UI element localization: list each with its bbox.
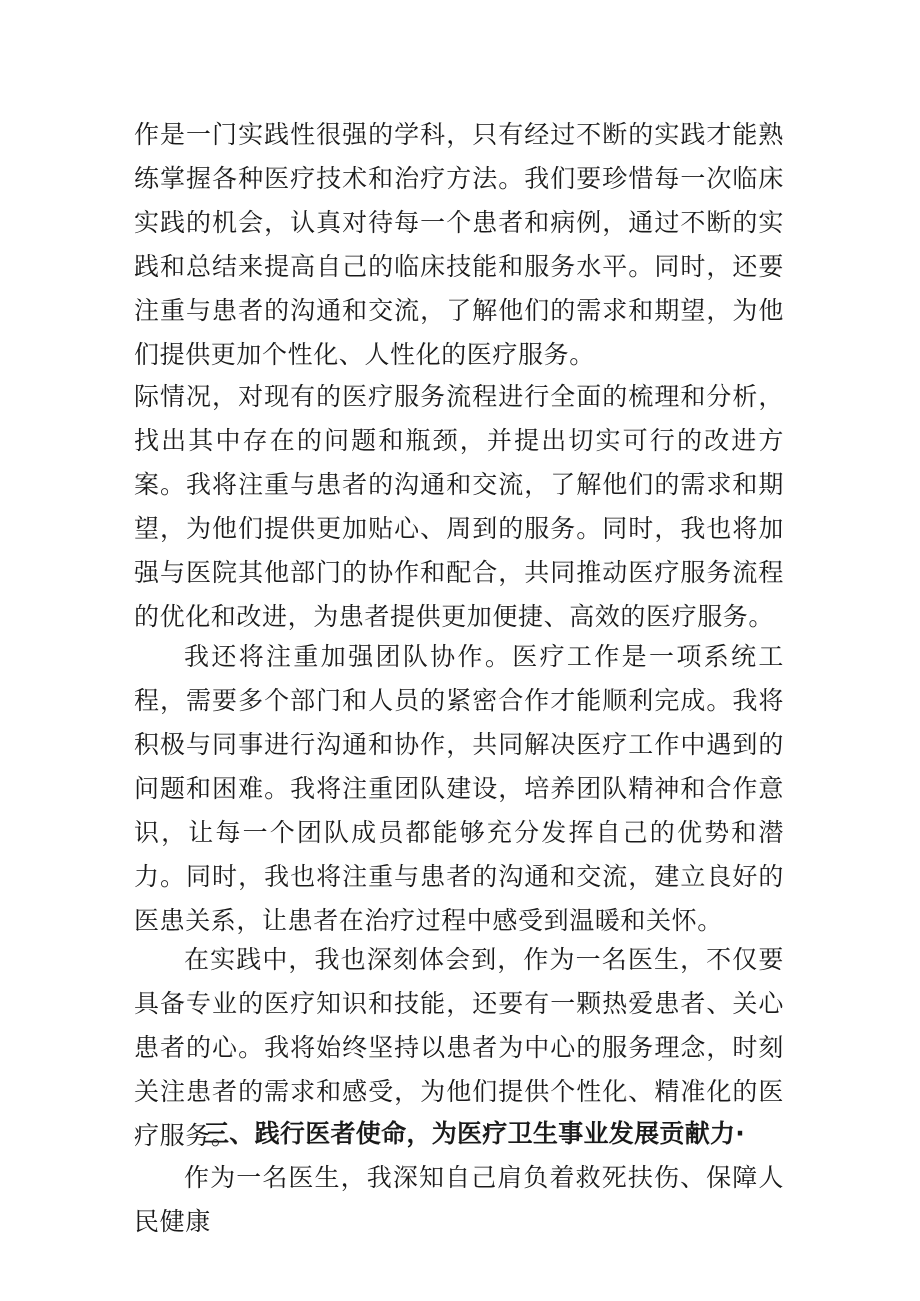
paragraph-teamwork: 我还将注重加强团队协作。医疗工作是一项系统工程，需要多个部门和人员的紧密合作才能顺利完成。我将积极与同事进行沟通和协作，共同解决医疗工作中遇到的问题和困难。我将注重团队建设，培养团队精神和合作意识，让每一个团队成员都能够充分发挥自己的优势和潜力。同时，我也将注重与患者的沟通和交流，建立良好的医患关系，让患者在治疗过程中感受到温暖和关怀。 bbox=[134, 642, 784, 935]
paragraph-continuation: 作是一门实践性很强的学科，只有经过不断的实践才能熟练掌握各种医疗技术和治疗方法。我们要珍惜每一次临床实践的机会，认真对待每一个患者和病例，通过不断的实践和总结来提高自己的临床技能和服务水平。同时，还要注重与患者的沟通和交流，了解他们的需求和期望，为他们提供更加个性化、人性化的医疗服务。 bbox=[134, 120, 784, 369]
paragraph-process-improvement: 际情况，对现有的医疗服务流程进行全面的梳理和分析，找出其中存在的问题和瓶颈，并提出切实可行的改进方案。我将注重与患者的沟通和交流，了解他们的需求和期望，为他们提供更加贴心、周到的服务。同时，我也将加强与医院其他部门的协作和配合，共同推动医疗服务流程的优化和改进，为患者提供更加便捷、高效的医疗服务。 bbox=[134, 382, 784, 631]
paragraph-practice: 在实践中，我也深刻体会到，作为一名医生，不仅要具备专业的医疗知识和技能，还要有一颗热爱患者、关心患者的心。我将始终坚持以患者为中心的服务理念，时刻关注患者的需求和感受，为他们提供个性化、精准化的医疗服务。 bbox=[134, 945, 784, 1150]
paragraph-mission: 作为一名医生，我深知自己肩负着救死扶伤、保障人民健康 bbox=[134, 1163, 784, 1236]
section-heading: 三、践行医者使命，为医疗卫生事业发展贡献力· bbox=[204, 1119, 746, 1148]
